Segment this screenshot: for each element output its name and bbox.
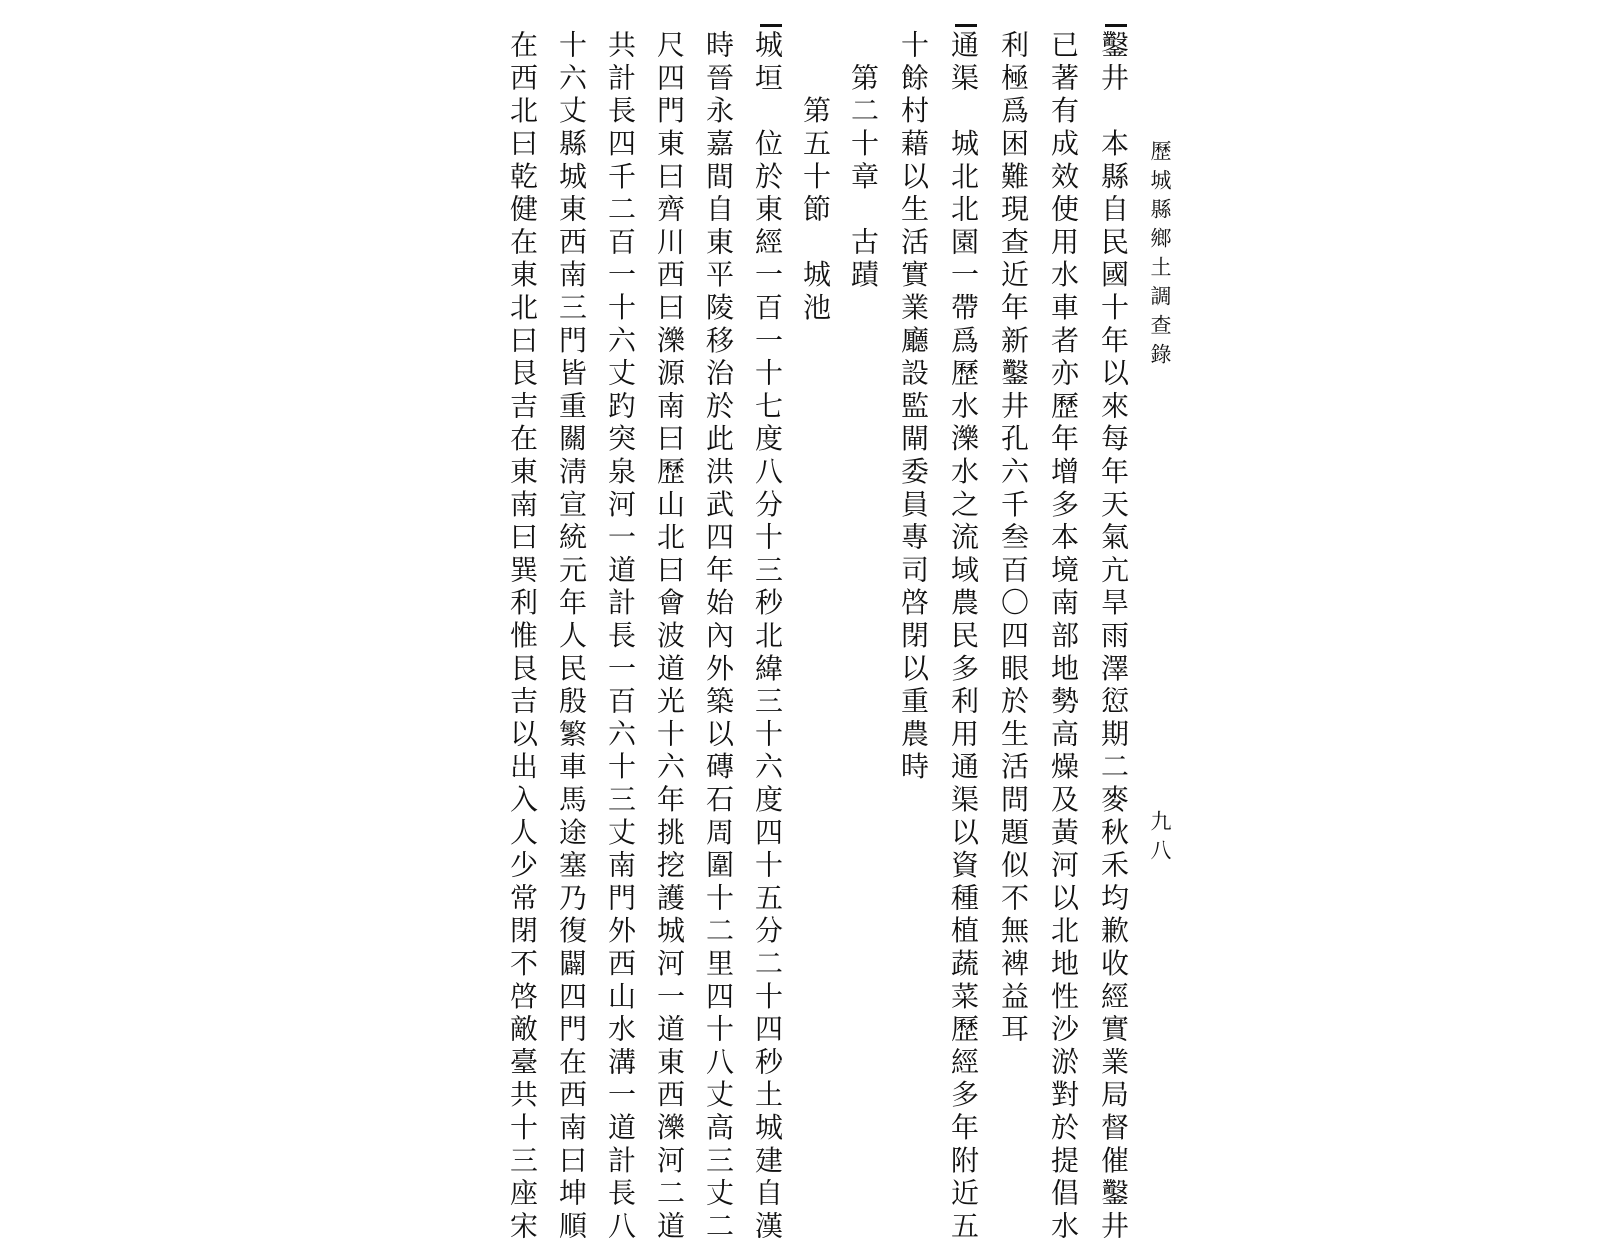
running-title: 歷城縣鄉土調查錄 <box>1148 140 1172 372</box>
page-number: 九八 <box>1148 810 1172 868</box>
text-column: 鑿井 本縣自民國十年以來每年天氣亢旱雨澤愆期二麥秋禾均歉收經實業局督催鑿井 <box>1097 30 1130 1244</box>
chapter-heading: 第二十章 古蹟 <box>847 30 880 293</box>
text-column: 城垣 位於東經一百一十七度八分十三秒北緯三十六度四十五分二十四秒土城建自漢 <box>751 30 784 1244</box>
text-column: 尺四門東曰齊川西曰濼源南曰歷山北曰會波道光十六年挑挖護城河一道東西濼河二道 <box>653 30 686 1244</box>
text-column: 在西北曰乾健在東北曰艮吉在東南曰巽利惟艮吉以出入人少常閉不啓敵臺共十三座宋 <box>506 30 539 1244</box>
section-marker <box>1105 24 1127 27</box>
text-column: 共計長四千二百一十六丈趵突泉河一道計長一百六十三丈南門外西山水溝一道計長八 <box>604 30 637 1244</box>
section-marker <box>955 24 977 27</box>
text-column: 十餘村藉以生活實業廳設監閘委員專司啓閉以重農時 <box>897 30 930 785</box>
text-column: 通渠 城北北園一帶爲歷水濼水之流域農民多利用通渠以資種植蔬菜歷經多年附近五 <box>947 30 980 1244</box>
text-column: 時晉永嘉間自東平陵移治於此洪武四年始內外築以磚石周圍十二里四十八丈高三丈二 <box>702 30 735 1244</box>
text-column: 十六丈縣城東西南三門皆重關淸宣統元年人民殷繁車馬途塞乃復闢四門在西南曰坤順 <box>555 30 588 1244</box>
text-column: 已著有成效使用水車者亦歷年增多本境南部地勢高燥及黃河以北地性沙淤對於提倡水 <box>1047 30 1080 1244</box>
section-marker <box>760 24 782 27</box>
text-column: 利極爲困難現查近年新鑿井孔六千叁百〇四眼於生活問題似不無裨益耳 <box>997 30 1030 1047</box>
section-heading: 第五十節 城池 <box>799 30 832 326</box>
